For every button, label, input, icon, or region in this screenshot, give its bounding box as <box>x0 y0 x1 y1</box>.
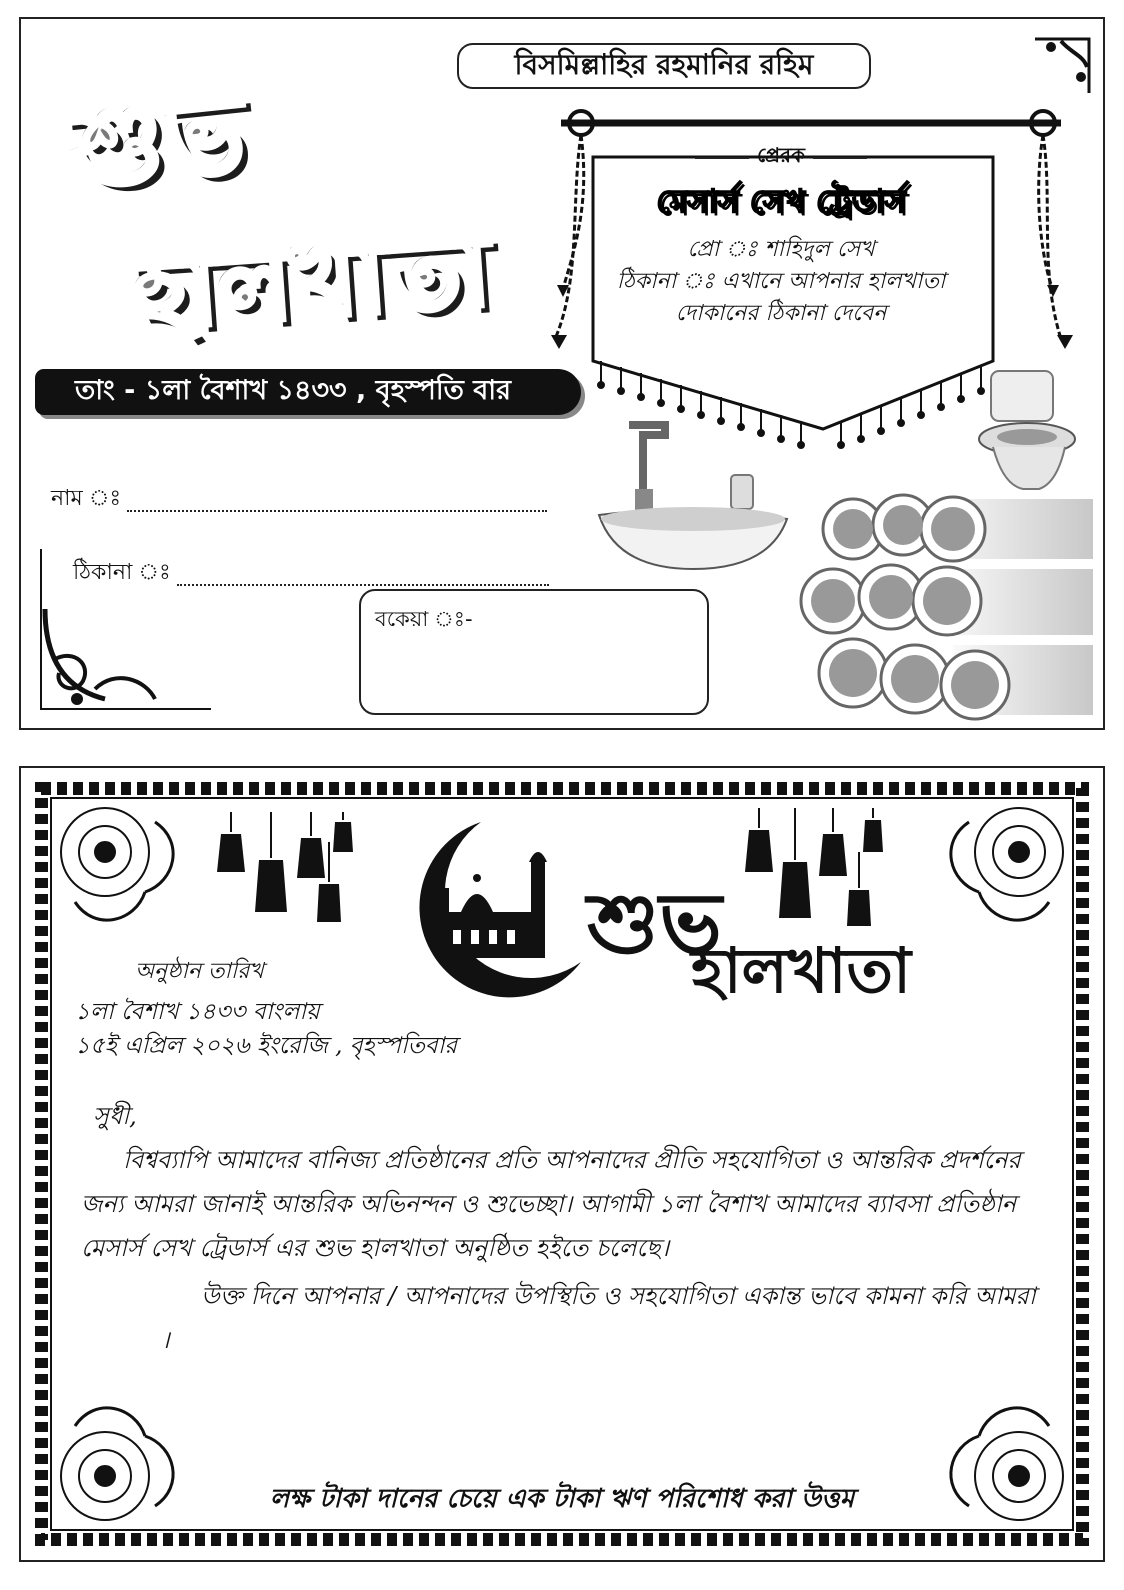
sender-label-row <box>591 141 971 174</box>
event-date-bengali: ১লা বৈশাখ ১৪৩৩ বাংলায় <box>75 999 320 1025</box>
due-box[interactable] <box>359 589 709 715</box>
title-line-2: হালখাতা <box>131 210 494 353</box>
name-label: নাম ঃ <box>51 486 122 511</box>
proverb-line: লক্ষ টাকা দানের চেয়ে এক টাকা ঋণ পরিশোধ করা উত্তম <box>269 1484 855 1514</box>
event-date-english: ১৫ই এপ্রিল ২০২৬ ইংরেজি , বৃহস্পতিবার <box>75 1033 458 1059</box>
rule-left <box>695 157 749 159</box>
sink-image <box>593 419 793 579</box>
invitation-letter <box>81 1094 1041 1362</box>
greeting-line-2: হালখাতা <box>691 934 911 1007</box>
event-date-block <box>75 954 457 1063</box>
shop-name: মেসার্স সেখ ট্রেডার্স <box>656 182 906 220</box>
pipes-image <box>793 489 1093 729</box>
event-heading: অনুষ্ঠান তারিখ <box>135 959 264 984</box>
due-label: বকেয়া ঃ- <box>375 607 473 631</box>
greeting-title <box>581 858 941 1018</box>
bismillah-box: বিসমিল্লাহির রহমানির রহিম <box>457 43 871 89</box>
letter-paragraph-1: বিশ্বব্যাপি আমাদের বানিজ্য প্রতিষ্ঠানের প্রতি আপনাদের প্রীতি সহযোগিতা ও আন্তরিক প্রদর্শনের জন্য আমরা জানাই আন্তরিক অভিনন্দন ও শুভেচ্ছা। আগামী ১লা বৈশাখ আমাদের ব্যাবসা প্রতিষ্ঠান মেসার্স সেখ ট্রেডার্স এর শুভ হালখাতা অনুষ্ঠিত হইতে চলেছে। <box>81 1146 1021 1262</box>
greeting-line-1: শুভ <box>587 873 722 972</box>
invitation-card <box>19 766 1105 1562</box>
sender-label: প্রেরক <box>756 143 806 167</box>
title-line-1: শুভ <box>64 70 250 213</box>
title-art <box>41 57 494 377</box>
lanterns-left <box>211 812 371 942</box>
toilet-image <box>973 367 1083 497</box>
address-line-1: ঠিকানা ঃ এখানে আপনার হালখাতা <box>616 269 946 294</box>
letter-paragraph-2: উক্ত দিনে আপনার / আপনাদের উপস্থিতি ও সহযোগিতা একান্ত ভাবে কামনা করি আমরা । <box>161 1282 1036 1354</box>
name-dotted-line <box>127 506 547 512</box>
address-line-2: দোকানের ঠিকানা দেবেন <box>675 301 887 326</box>
name-field[interactable] <box>51 481 547 518</box>
rule-right <box>813 157 867 159</box>
address-dotted-line <box>177 580 549 586</box>
sender-block <box>591 141 971 330</box>
date-banner: তাং - ১লা বৈশাখ ১৪৩৩ , বৃহস্পতি বার <box>35 369 581 415</box>
proprietor-line: প্রো ঃ শাহিদুল সেখ <box>687 237 875 262</box>
invoice-card <box>19 17 1105 730</box>
corner-ornament-bottom-left <box>35 549 215 719</box>
corner-ornament-top-right <box>1031 33 1095 97</box>
salutation: সুধী, <box>93 1102 137 1130</box>
address-label: ঠিকানা ঃ <box>73 560 171 585</box>
